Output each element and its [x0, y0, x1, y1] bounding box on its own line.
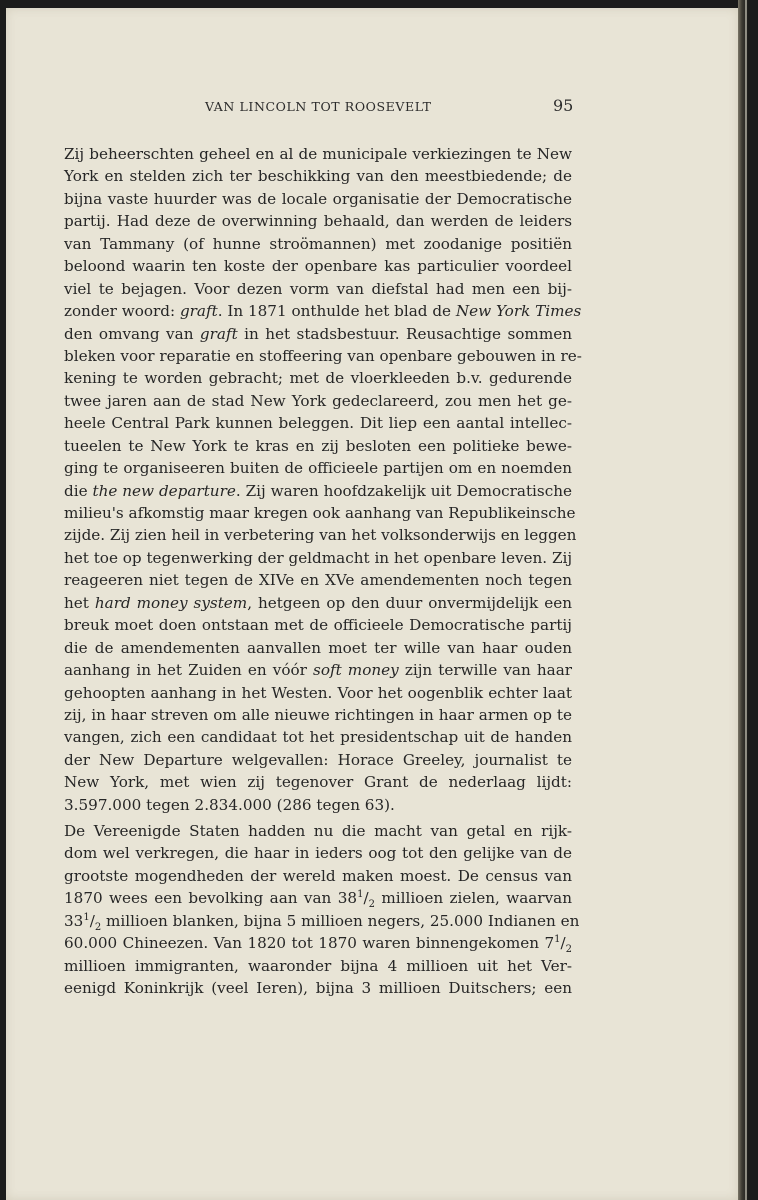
text-segment: vangen, zich een candidaat tot het presidentschap uit de handen — [64, 728, 572, 747]
text-line — [64, 749, 572, 771]
text-segment: New York, met wien zij tegenover Grant de nederlaag lijdt: — [64, 773, 572, 792]
text-line — [64, 367, 572, 389]
paragraph-1 — [64, 143, 582, 816]
text-line — [64, 323, 572, 345]
text-segment: 60.000 Chineezen. Van 1820 tot 1870 waren binnengekomen 7 — [64, 934, 555, 953]
text-line — [64, 390, 572, 412]
text-line — [64, 255, 572, 277]
text-line — [64, 659, 572, 681]
text-line — [64, 345, 582, 367]
fraction-part: 1 — [83, 911, 90, 923]
text-line — [64, 547, 572, 569]
text-line — [64, 637, 572, 659]
text-segment: viel te bejagen. Voor dezen vorm van diefstal had men een bij- — [64, 279, 572, 298]
text-line — [64, 278, 572, 300]
italic-term: graft — [199, 324, 238, 343]
text-line — [64, 569, 572, 591]
text-segment: breuk moet doen ontstaan met de officieele Democratische partij — [64, 616, 572, 635]
text-line — [64, 233, 572, 255]
text-segment: tueelen te New York te kras en zij besloten een politieke bewe- — [64, 436, 572, 455]
text-segment: Zij beheerschten geheel en al de municipale verkiezingen te New — [64, 145, 572, 163]
text-segment: . Zij waren hoofdzakelijk uit Democratische — [235, 481, 572, 500]
text-segment: kening te worden gebracht; met de vloerkleeden b.v. gedurende — [64, 369, 572, 388]
book-spine-edge — [738, 0, 758, 1200]
italic-term: the new departure — [92, 481, 236, 500]
text-segment: den omvang van — [64, 324, 200, 343]
text-line — [64, 614, 572, 636]
italic-term: graft — [179, 302, 218, 321]
text-segment: in het stadsbestuur. Reusachtige sommen — [237, 324, 572, 343]
text-line — [64, 165, 572, 187]
text-segment: bleken voor reparatie en stoffeering van openbare gebouwen in re- — [64, 346, 582, 365]
text-segment: / — [363, 889, 369, 908]
text-segment: zijn terwille van haar — [398, 661, 573, 680]
text-segment: , hetgeen op den duur onvermijdelijk een — [247, 593, 572, 612]
running-header: VAN LINCOLN TOT ROOSEVELT — [205, 99, 432, 114]
text-line — [64, 977, 572, 999]
text-line — [64, 592, 572, 614]
text-segment: millioen zielen, waarvan — [374, 889, 572, 908]
italic-term: soft money — [313, 661, 399, 680]
text-line — [64, 457, 572, 479]
text-line — [64, 682, 572, 704]
page-edge-line — [745, 0, 747, 1200]
text-segment: bijna vaste huurder was de locale organisatie der Democratische — [64, 189, 572, 208]
text-segment: reageeren niet tegen de XIVe en XVe amendementen noch tegen — [64, 571, 572, 590]
text-segment: / — [560, 934, 566, 953]
text-segment: eenigd Koninkrijk (veel Ieren), bijna 3 millioen Duitschers; een — [64, 979, 572, 998]
text-segment: millioen blanken, bijna 5 millioen negers, 25.000 Indianen en — [101, 911, 580, 930]
text-segment: zij, in haar streven om alle nieuwe richtingen in haar armen op te — [64, 705, 572, 724]
text-line — [64, 726, 572, 748]
text-line — [64, 480, 572, 502]
text-line — [64, 820, 572, 842]
text-segment: twee jaren aan de stad New York gedeclareerd, zou men het ge- — [64, 391, 572, 410]
text-line — [64, 910, 580, 933]
text-segment: De Vereenigde Staten hadden nu die macht van getal en rijk- — [64, 822, 572, 840]
fraction-part: 2 — [94, 921, 102, 933]
text-segment: aanhang in het Zuiden en vóór — [64, 661, 314, 680]
text-segment: zijde. Zij zien heil in verbetering van het volksonderwijs en leggen — [64, 526, 577, 545]
paragraph-2 — [64, 820, 580, 1000]
text-line — [64, 524, 577, 546]
text-line — [64, 932, 572, 954]
fraction-part: 2 — [368, 899, 375, 911]
text-line — [64, 210, 572, 232]
text-segment: grootste mogendheden der wereld maken moest. De census van — [64, 866, 572, 885]
text-line — [64, 887, 572, 909]
fraction-part: 1 — [554, 934, 561, 946]
text-segment: het toe op tegenwerking der geldmacht in het openbare leven. Zij — [64, 548, 573, 567]
text-segment: ging te organiseeren buiten de officieele partijen om en noemden — [64, 459, 572, 478]
italic-term: hard money system — [94, 593, 248, 612]
text-segment: millioen immigranten, waaronder bijna 4 millioen uit het Ver- — [64, 956, 572, 975]
text-line — [64, 865, 572, 887]
text-line — [64, 771, 572, 793]
text-segment: 3.597.000 tegen 2.834.000 (286 tegen 63). — [64, 795, 395, 814]
text-segment: die de amendementen aanvallen moet ter wille van haar ouden — [64, 638, 572, 657]
text-segment: van Tammany (of hunne stroömannen) met zoodanige positiën — [64, 234, 572, 253]
text-segment: die — [64, 481, 93, 500]
text-segment: beloond waarin ten koste der openbare kas particulier voordeel — [64, 257, 572, 276]
text-segment: York en stelden zich ter beschikking van den meestbiedende; de — [64, 167, 572, 186]
text-line — [64, 955, 572, 977]
text-segment: der New Departure welgevallen: Horace Greeley, journalist te — [64, 750, 572, 769]
text-line — [64, 704, 572, 726]
text-segment: gehoopten aanhang in het Westen. Voor het oogenblik echter laat — [64, 683, 572, 702]
text-segment: het — [64, 593, 95, 612]
fraction-part: 2 — [565, 944, 572, 956]
text-segment: / — [89, 911, 95, 930]
text-segment: 1870 wees een bevolking aan van 38 — [64, 889, 358, 908]
text-line — [64, 502, 576, 524]
text-line — [64, 794, 572, 816]
text-line — [64, 300, 582, 322]
page-number: 95 — [553, 96, 574, 115]
text-segment: milieu's afkomstig maar kregen ook aanhang van Republikeinsche — [64, 504, 576, 522]
text-segment: partij. Had deze de overwinning behaald, dan werden de leiders — [64, 212, 572, 231]
text-line — [64, 143, 572, 165]
text-segment: dom wel verkregen, die haar in ieders oog tot den gelijke van de — [64, 844, 572, 863]
text-line — [64, 188, 572, 210]
text-line — [64, 842, 572, 864]
fraction-part: 1 — [357, 889, 364, 901]
text-line — [64, 412, 572, 434]
text-segment: zonder woord: — [64, 302, 180, 321]
italic-term: New York Times — [455, 302, 582, 321]
text-segment: heele Central Park kunnen beleggen. Dit liep een aantal intellec- — [64, 414, 572, 433]
text-line — [64, 435, 572, 457]
text-segment: . In 1871 onthulde het blad de — [217, 302, 456, 321]
text-segment: 33 — [64, 911, 84, 930]
